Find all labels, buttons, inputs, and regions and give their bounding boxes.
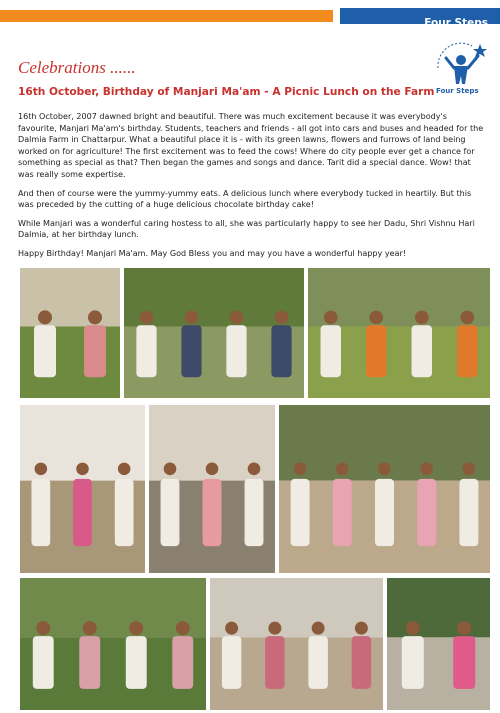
paragraph-4: Happy Birthday! Manjari Ma'am. May God Bless you and may you have a wonderful happy year! bbox=[18, 248, 407, 258]
article-body bbox=[18, 111, 484, 267]
header-accent-bar bbox=[0, 10, 333, 22]
photo-wheelchair-group bbox=[20, 578, 206, 710]
paragraph-3: While Manjari was a wonderful caring hostess to all, she was particularly happy to see her Dadu, Shri Vishnu Hari Dalmia, at her birthday lunch. bbox=[18, 218, 475, 240]
header-brand-bar bbox=[340, 8, 500, 29]
photo-elder-arrival bbox=[20, 405, 145, 573]
photo-garden-group bbox=[387, 578, 490, 710]
photo-cake-table bbox=[149, 405, 275, 573]
header-brand: Four Steps bbox=[424, 17, 488, 29]
paragraph-1: 16th October, 2007 dawned bright and beautiful. There was much excitement because it was everybody's favourite, Manjari Ma'am's birthday. Students, teachers and friends - all got into cars and buses and headed for the Dalmia Farm in Chattarpur. What a beautiful place it is - with its green lawns, flowers and furrows of land being worked on for agriculture! The first excitement was to feed the cows! Where do city people ever get a chance for something as special as that? Then began the games and songs and dance. Tarit did a special dance. Wow! that was really some expertise. bbox=[18, 112, 484, 179]
photo-seated-group bbox=[124, 268, 304, 398]
paragraph-2: And then of course were the yummy-yummy eats. A delicious lunch where everybody tucked in heartily. But this was preceded by the cutting of a huge delicious chocolate birthday cake! bbox=[18, 188, 472, 210]
photo-cake-feeding bbox=[279, 405, 490, 573]
photo-dance-lawn bbox=[20, 268, 120, 398]
photo-children-lawn bbox=[308, 268, 490, 398]
logo-text: Four Steps bbox=[436, 87, 479, 95]
photo-crowd-celebration bbox=[210, 578, 383, 710]
article-headline: 16th October, Birthday of Manjari Ma'am - A Picnic Lunch on the Farm bbox=[18, 86, 435, 98]
section-title: Celebrations ...... bbox=[18, 58, 136, 77]
